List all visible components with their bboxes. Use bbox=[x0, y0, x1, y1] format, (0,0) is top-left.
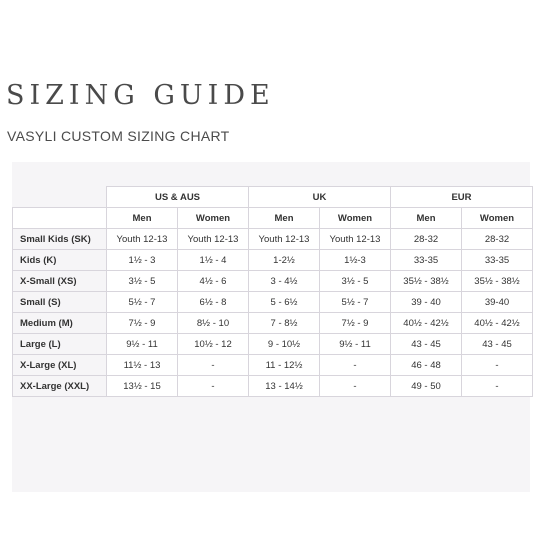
region-header-eur: EUR bbox=[391, 187, 533, 208]
size-value-cell: 49 - 50 bbox=[391, 376, 462, 397]
size-value-cell: 40½ - 42½ bbox=[391, 313, 462, 334]
size-value-cell: 43 - 45 bbox=[391, 334, 462, 355]
size-value-cell: Youth 12-13 bbox=[320, 229, 391, 250]
size-value-cell: Youth 12-13 bbox=[178, 229, 249, 250]
size-value-cell: 35½ - 38½ bbox=[462, 271, 533, 292]
size-value-cell: 3½ - 5 bbox=[320, 271, 391, 292]
size-value-cell: 39-40 bbox=[462, 292, 533, 313]
gender-header-women: Women bbox=[320, 208, 391, 229]
size-value-cell: 5½ - 7 bbox=[107, 292, 178, 313]
region-header-us-aus: US & AUS bbox=[107, 187, 249, 208]
size-value-cell: 13½ - 15 bbox=[107, 376, 178, 397]
size-value-cell: 7½ - 9 bbox=[107, 313, 178, 334]
table-row bbox=[13, 355, 533, 376]
size-value-cell: 40½ - 42½ bbox=[462, 313, 533, 334]
size-value-cell: 6½ - 8 bbox=[178, 292, 249, 313]
size-value-cell: 4½ - 6 bbox=[178, 271, 249, 292]
size-label: X-Large (XL) bbox=[13, 355, 107, 376]
size-value-cell: 39 - 40 bbox=[391, 292, 462, 313]
table-row bbox=[13, 229, 533, 250]
size-label: Small (S) bbox=[13, 292, 107, 313]
size-value-cell: 9½ - 11 bbox=[320, 334, 391, 355]
size-value-cell: 33-35 bbox=[391, 250, 462, 271]
size-label: Medium (M) bbox=[13, 313, 107, 334]
table-body bbox=[13, 229, 533, 397]
table-row bbox=[13, 250, 533, 271]
size-value-cell: 1-2½ bbox=[249, 250, 320, 271]
size-value-cell: Youth 12-13 bbox=[107, 229, 178, 250]
size-value-cell: 3½ - 5 bbox=[107, 271, 178, 292]
size-value-cell: 1½-3 bbox=[320, 250, 391, 271]
gender-header-men: Men bbox=[107, 208, 178, 229]
size-value-cell: 33-35 bbox=[462, 250, 533, 271]
size-value-cell: 7½ - 9 bbox=[320, 313, 391, 334]
region-header-uk: UK bbox=[249, 187, 391, 208]
size-value-cell: 5 - 6½ bbox=[249, 292, 320, 313]
chart-subtitle: VASYLI CUSTOM SIZING CHART bbox=[7, 128, 230, 144]
size-value-cell: - bbox=[462, 355, 533, 376]
table-row bbox=[13, 271, 533, 292]
gender-header-women: Women bbox=[462, 208, 533, 229]
size-label: Small Kids (SK) bbox=[13, 229, 107, 250]
size-value-cell: Youth 12-13 bbox=[249, 229, 320, 250]
size-label: X-Small (XS) bbox=[13, 271, 107, 292]
size-value-cell: - bbox=[320, 355, 391, 376]
size-value-cell: 28-32 bbox=[462, 229, 533, 250]
size-value-cell: 43 - 45 bbox=[462, 334, 533, 355]
size-label: XX-Large (XXL) bbox=[13, 376, 107, 397]
size-value-cell: 7 - 8½ bbox=[249, 313, 320, 334]
table-row bbox=[13, 292, 533, 313]
gender-header-men: Men bbox=[391, 208, 462, 229]
size-value-cell: 1½ - 3 bbox=[107, 250, 178, 271]
size-value-cell: 3 - 4½ bbox=[249, 271, 320, 292]
size-value-cell: 9½ - 11 bbox=[107, 334, 178, 355]
size-value-cell: 8½ - 10 bbox=[178, 313, 249, 334]
gender-header-women: Women bbox=[178, 208, 249, 229]
gender-header-row bbox=[13, 208, 533, 229]
size-value-cell: 13 - 14½ bbox=[249, 376, 320, 397]
table-row bbox=[13, 313, 533, 334]
size-value-cell: 46 - 48 bbox=[391, 355, 462, 376]
size-value-cell: 11½ - 13 bbox=[107, 355, 178, 376]
size-label: Kids (K) bbox=[13, 250, 107, 271]
size-value-cell: 1½ - 4 bbox=[178, 250, 249, 271]
table-row bbox=[13, 376, 533, 397]
region-header-row bbox=[13, 187, 533, 208]
table-row bbox=[13, 334, 533, 355]
gender-header-men: Men bbox=[249, 208, 320, 229]
size-value-cell: 10½ - 12 bbox=[178, 334, 249, 355]
size-value-cell: - bbox=[178, 355, 249, 376]
corner-cell bbox=[13, 208, 107, 229]
page-title: SIZING GUIDE bbox=[6, 80, 275, 111]
corner-cell bbox=[13, 187, 107, 208]
size-value-cell: 28-32 bbox=[391, 229, 462, 250]
sizing-table bbox=[12, 186, 533, 397]
size-value-cell: - bbox=[178, 376, 249, 397]
size-value-cell: 35½ - 38½ bbox=[391, 271, 462, 292]
size-value-cell: 9 - 10½ bbox=[249, 334, 320, 355]
size-value-cell: 5½ - 7 bbox=[320, 292, 391, 313]
size-value-cell: - bbox=[320, 376, 391, 397]
size-value-cell: - bbox=[462, 376, 533, 397]
size-value-cell: 11 - 12½ bbox=[249, 355, 320, 376]
size-label: Large (L) bbox=[13, 334, 107, 355]
